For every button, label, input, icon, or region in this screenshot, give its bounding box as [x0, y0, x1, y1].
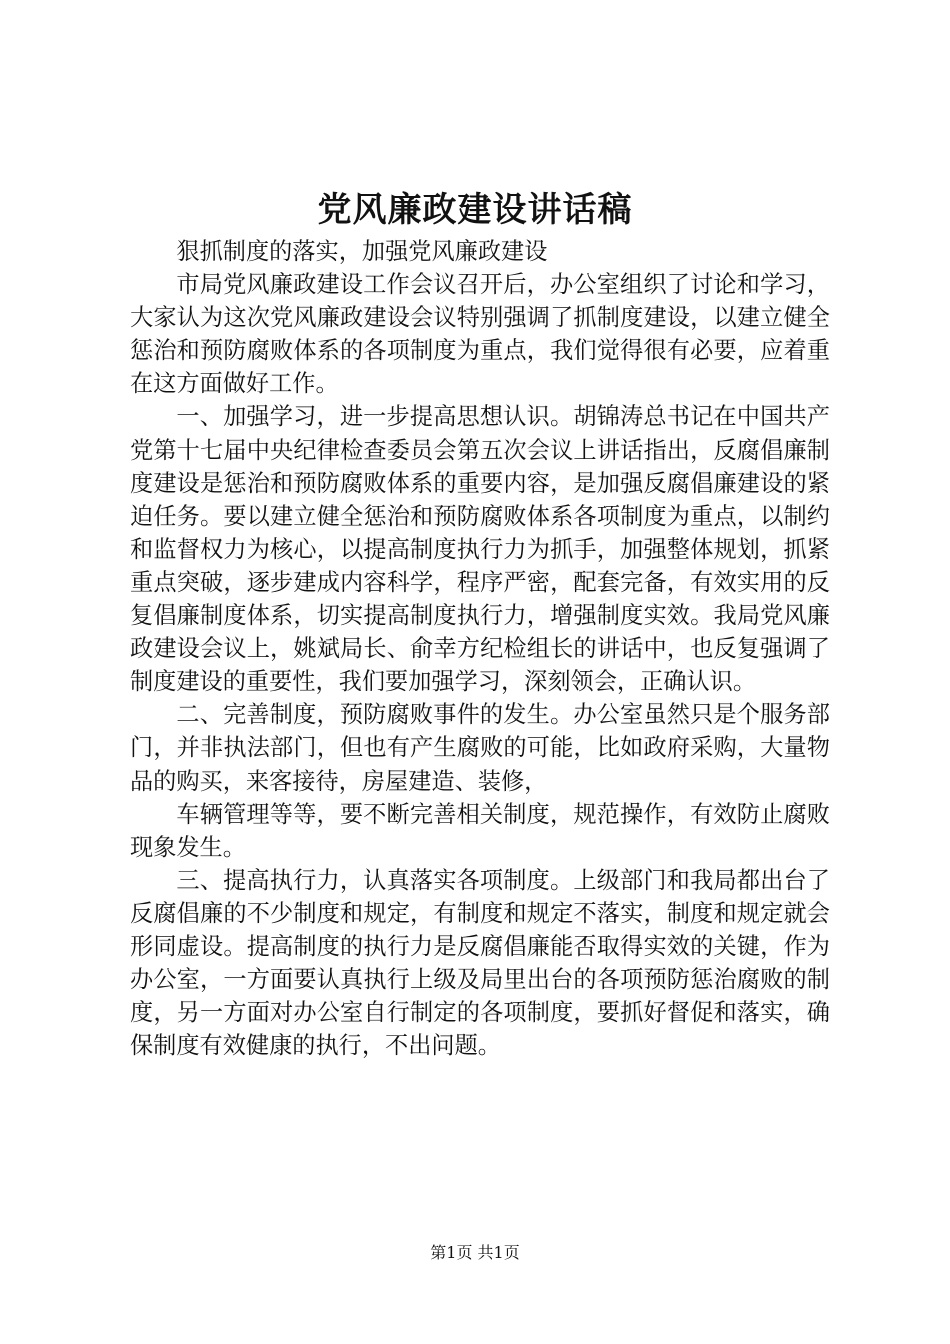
- paragraph-section-two-continued: 车辆管理等等，要不断完善相关制度，规范操作，有效防止腐败现象发生。: [130, 800, 830, 861]
- paragraph-section-one: 一、加强学习，进一步提高思想认识。胡锦涛总书记在中国共产党第十七届中央纪律检查委员会第五次会议上讲话指出，反腐倡廉制度建设是惩治和预防腐败体系的重要内容，是加强反腐倡廉建设的紧迫任务。要以建立健全惩治和预防腐败体系各项制度为重点，以制约和监督权力为核心，以提高制度执行力为抓手，加强整体规划，抓紧重点突破，逐步建成内容科学，程序严密，配套完备，有效实用的反复倡廉制度体系，切实提高制度执行力，增强制度实效。我局党风廉政建设会议上，姚斌局长、俞幸方纪检组长的讲话中，也反复强调了制度建设的重要性，我们要加强学习，深刻领会，正确认识。: [130, 403, 830, 696]
- paragraph-intro: 市局党风廉政建设工作会议召开后，办公室组织了讨论和学习，大家认为这次党风廉政建设会议特别强调了抓制度建设，以建立健全惩治和预防腐败体系的各项制度为重点，我们觉得很有必要，应着重在这方面做好工作。: [130, 271, 830, 398]
- paragraph-section-three: 三、提高执行力，认真落实各项制度。上级部门和我局都出台了反腐倡廉的不少制度和规定，有制度和规定不落实，制度和规定就会形同虚设。提高制度的执行力是反腐倡廉能否取得实效的关键，作为办公室，一方面要认真执行上级及局里出台的各项预防惩治腐败的制度，另一方面对办公室自行制定的各项制度，要抓好督促和落实，确保制度有效健康的执行，不出问题。: [130, 866, 830, 1060]
- document-title: 党风廉政建设讲话稿: [317, 190, 633, 230]
- document-body: [130, 235, 830, 1062]
- paragraph-section-two: 二、完善制度，预防腐败事件的发生。办公室虽然只是个服务部门，并非执法部门，但也有产生腐败的可能，比如政府采购，大量物品的购买，来客接待，房屋建造、装修，: [130, 701, 830, 795]
- page-number-footer: 第1页 共1页: [430, 1243, 520, 1262]
- paragraph-subtitle: 狠抓制度的落实，加强党风廉政建设: [176, 238, 548, 265]
